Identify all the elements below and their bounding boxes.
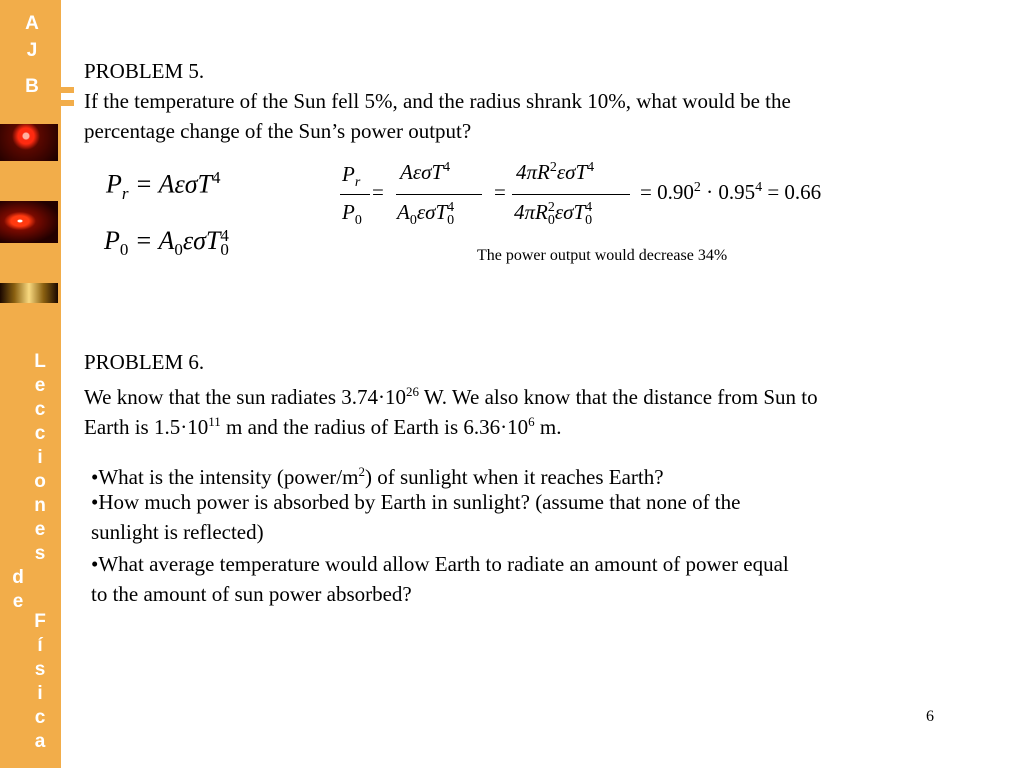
ratio-f3-num: $4\pi R^2\varepsilon\sigma T^4$	[516, 160, 595, 184]
sidebar-letter: J	[26, 40, 38, 61]
sidebar-letter: c	[34, 707, 46, 728]
solar-flare-photo	[0, 124, 58, 161]
fraction-bar	[340, 194, 370, 195]
spectrum-photo	[0, 283, 58, 303]
problem5-text-line: If the temperature of the Sun fell 5%, and the radius shrank 10%, what would be the	[84, 89, 791, 113]
sidebar-letter: s	[34, 659, 46, 680]
sidebar-letter: e	[12, 591, 24, 612]
ratio-f1-den: $P_0$	[342, 200, 362, 229]
ratio-f2-num: AεσT$^4$	[400, 160, 451, 184]
sidebar-letter: i	[37, 447, 43, 468]
fraction-bar	[512, 194, 630, 195]
sidebar-letter: A	[25, 13, 39, 34]
sidebar-tick	[61, 87, 74, 93]
problem5-text-line: percentage change of the Sun’s power output?	[84, 119, 472, 143]
problem6-heading: PROBLEM 6.	[84, 350, 205, 374]
sidebar-letter: d	[12, 567, 24, 588]
sidebar-letter: c	[34, 423, 46, 444]
laser-photo	[0, 201, 58, 243]
fraction-bar	[396, 194, 482, 195]
ratio-f2-den: $A_0\varepsilon\sigma T$ 4 0	[397, 200, 455, 229]
page-number: 6	[926, 708, 934, 725]
equation-power-r: $P_r = A\varepsilon\sigma T^4$	[106, 168, 221, 203]
equals-sign: =	[372, 180, 384, 204]
bullet-item-continuation: sunlight is reflected)	[91, 520, 264, 544]
sidebar-tick	[61, 100, 74, 106]
sidebar-letter: s	[34, 543, 46, 564]
bullet-item: •How much power is absorbed by Earth in sunlight? (assume that none of the	[91, 490, 741, 514]
sidebar-letter: o	[34, 471, 46, 492]
sidebar-letter: í	[37, 635, 43, 656]
sidebar-letter: c	[34, 399, 46, 420]
sidebar	[0, 0, 61, 768]
sidebar-letter: e	[34, 375, 46, 396]
ratio-f1-num: $P_r$	[342, 162, 361, 191]
ratio-result: = $0.90^2 \cdot 0.95^4 = 0.66$	[640, 180, 822, 204]
bullet-item-continuation: to the amount of sun power absorbed?	[91, 582, 412, 606]
sidebar-letter: n	[34, 495, 46, 516]
bullet-item: •What is the intensity $(power/m^2)$ of sunlight when it reaches Earth?	[91, 464, 664, 489]
equation-power-0: $P_0 = A_0\varepsilon\sigma T$ 4 0	[104, 226, 229, 260]
sidebar-letter: a	[34, 731, 46, 752]
sidebar-letter: L	[34, 351, 46, 372]
ratio-f3-den: 4πR 2 0 εσT 4 0	[514, 200, 593, 229]
problem5-heading: PROBLEM 5.	[84, 59, 205, 83]
equals-sign: =	[494, 180, 506, 204]
sidebar-letter: i	[37, 683, 43, 704]
problem6-text-line: We know that the sun radiates $3.74\cdot 10^{26}$ W. We also know that the distance from Sun to	[84, 384, 818, 409]
sidebar-letter: B	[25, 76, 39, 97]
conclusion-text: The power output would decrease 34%	[477, 247, 728, 264]
bullet-item: •What average temperature would allow Earth to radiate an amount of power equal	[91, 552, 789, 576]
sidebar-letter: e	[34, 519, 46, 540]
problem6-text-line: Earth is $1.5\cdot 10^{11}$ m and the radius of Earth is $6.36\cdot 10^6$ m.	[84, 414, 562, 439]
sidebar-letter: F	[34, 611, 46, 632]
